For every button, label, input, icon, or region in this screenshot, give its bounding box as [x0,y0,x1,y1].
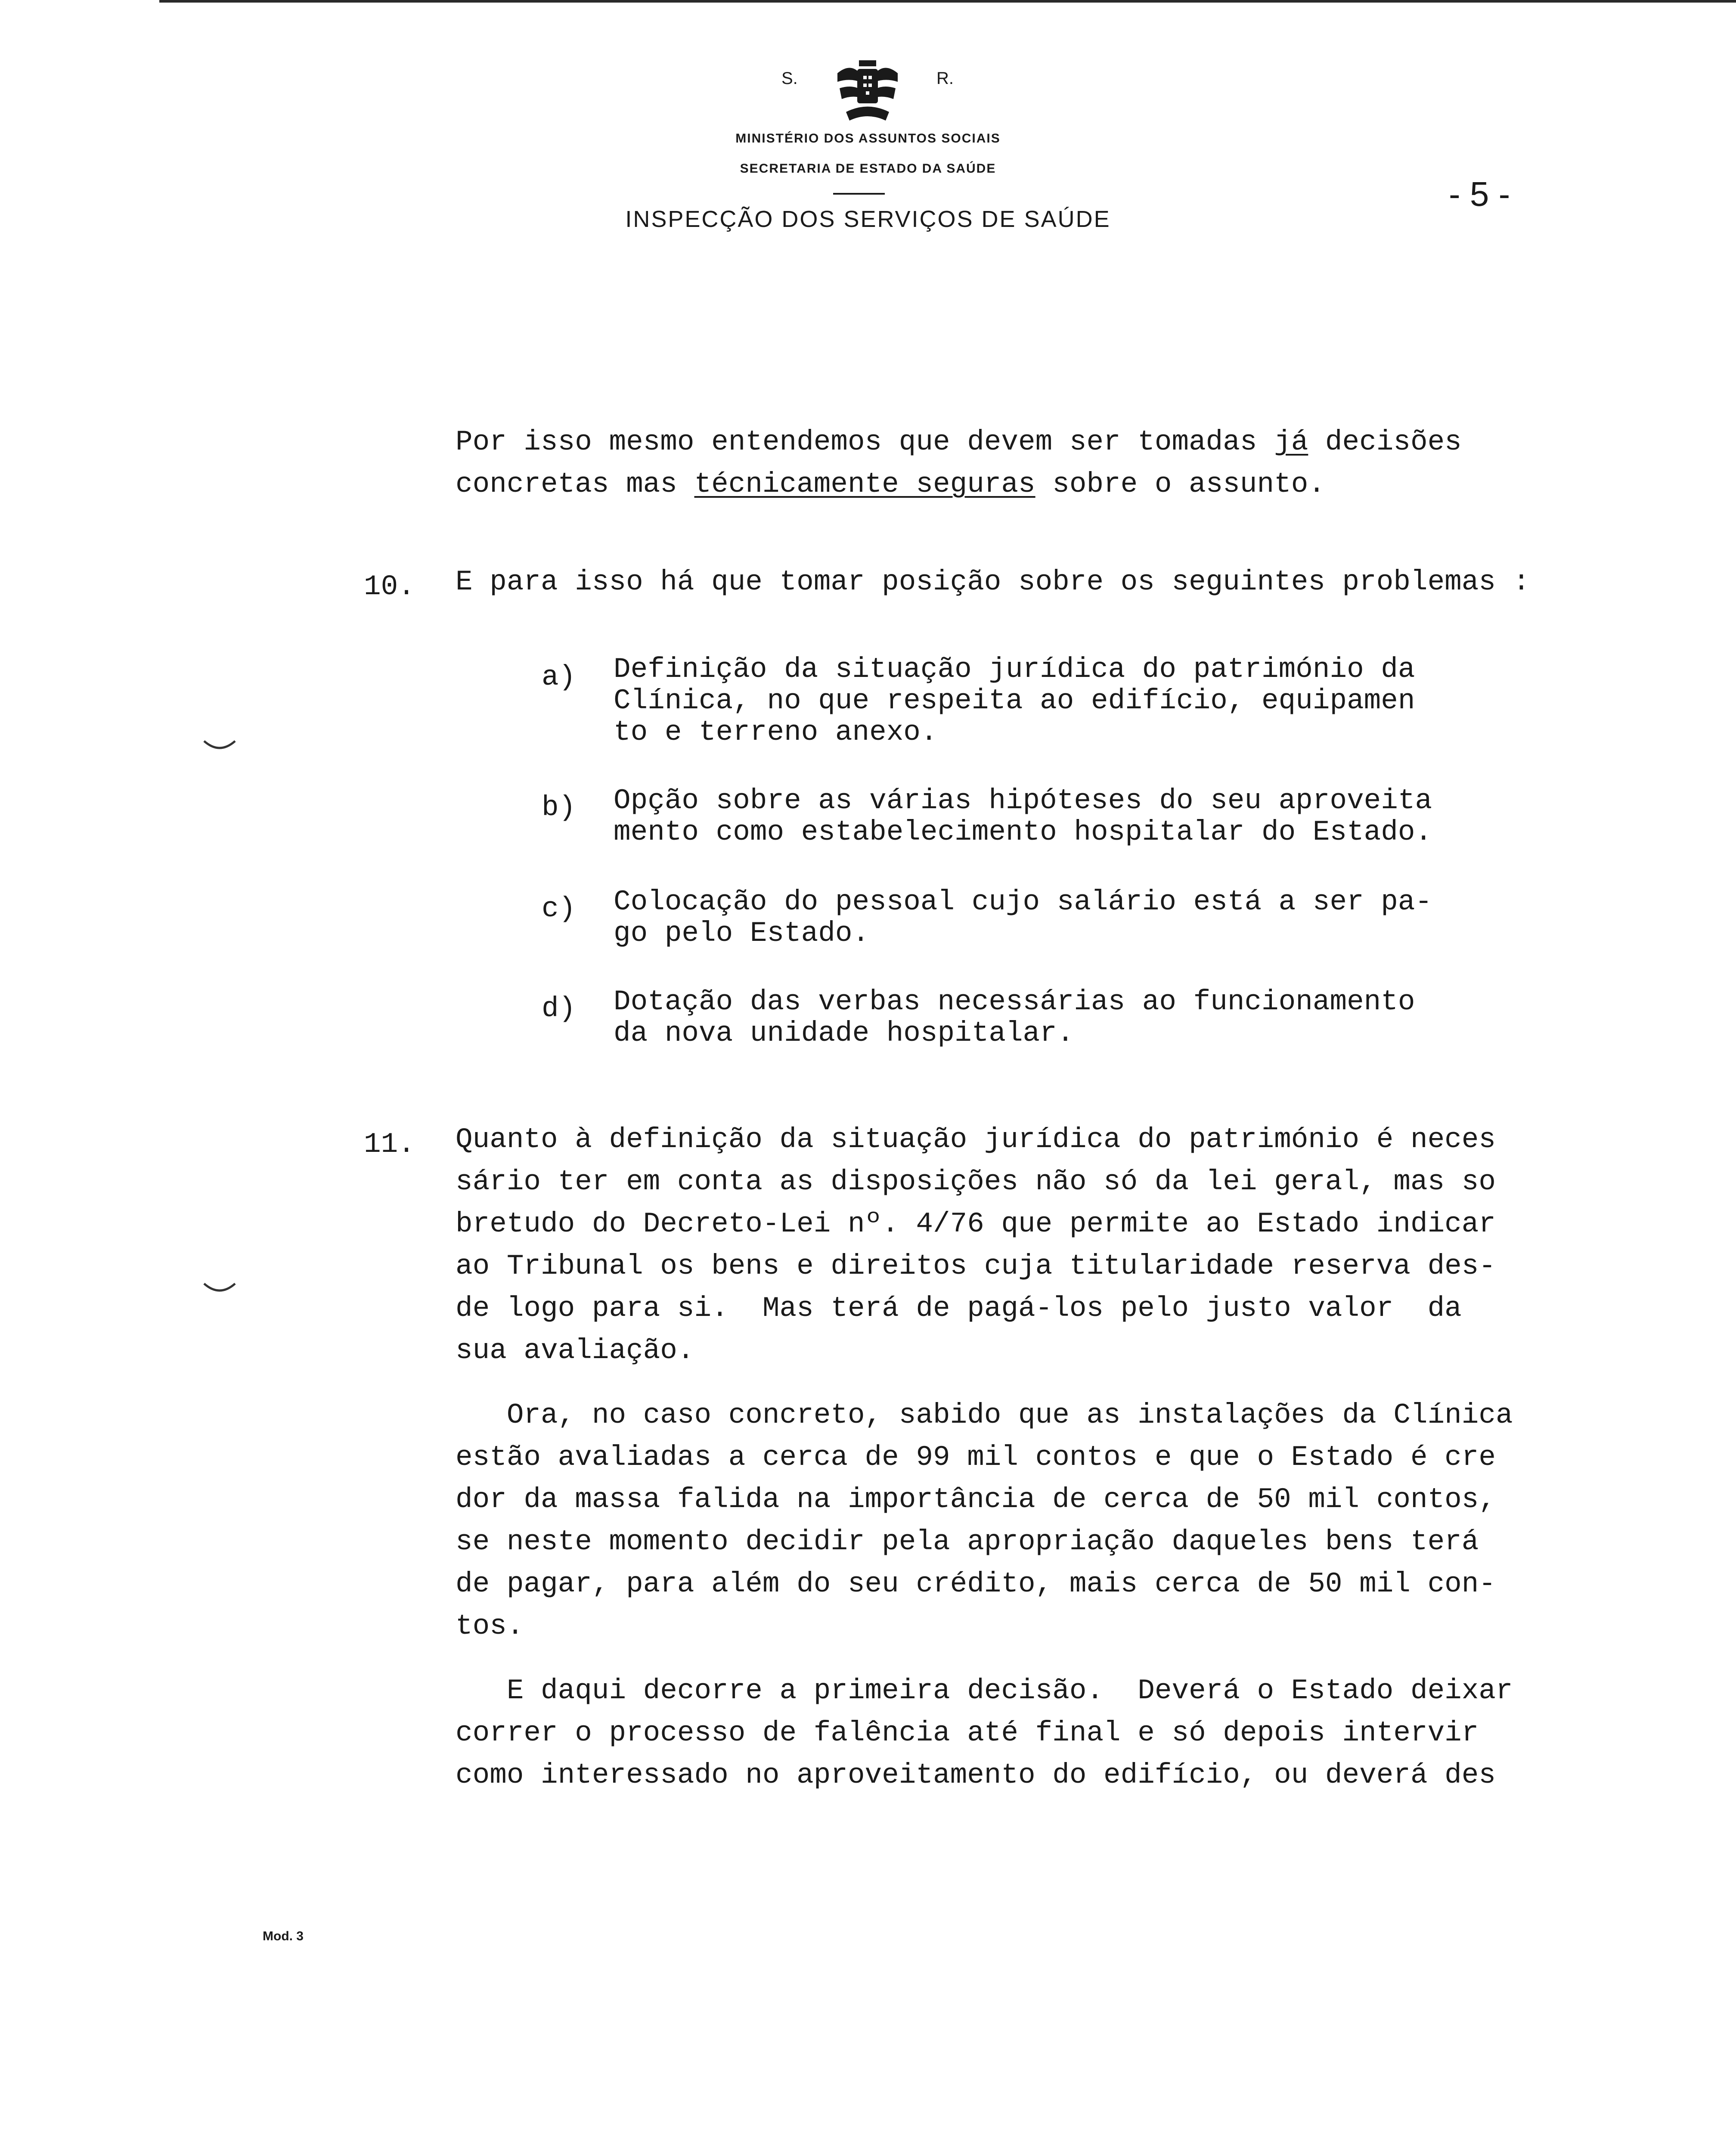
item-c-label: c) [542,893,576,925]
item-a-line-1: Definição da situação jurídica do património da [614,653,1415,686]
item-d-line-2: da nova unidade hospitalar. [614,1017,1074,1049]
paragraph-3-line-2: correr o processo de falência até final e só depois intervir [456,1717,1479,1749]
item-b-label: b) [542,791,576,824]
section-11-number: 11. [364,1128,415,1160]
secretaria-name: SECRETARIA DE ESTADO DA SAÚDE [740,161,996,176]
crest-left-letter: S. [781,69,798,88]
paragraph-3-line-3: como interessado no aproveitamento do edifício, ou deverá des [456,1759,1496,1791]
paragraph-2-line-6: tos. [456,1610,524,1642]
paragraph-2-line-3: dor da massa falida na importância de cerca de 50 mil contos, [456,1483,1496,1516]
header-divider [833,193,885,195]
item-b-line-1: Opção sobre as várias hipóteses do seu aproveita [614,785,1432,817]
department-title: INSPECÇÃO DOS SERVIÇOS DE SAÚDE [625,206,1111,232]
paragraph-2-line-2: estão avaliadas a cerca de 99 mil contos e que o Estado é cre [456,1441,1496,1474]
intro-line-1: Por isso mesmo entendemos que devem ser tomadas já decisões [456,426,1462,458]
section-11-line-4: ao Tribunal os bens e direitos cuja titularidade reserva des- [456,1250,1496,1282]
item-d-label: d) [542,993,576,1025]
item-c-line-2: go pelo Estado. [614,917,870,949]
section-11-line-6: sua avaliação. [456,1334,694,1367]
form-code: Mod. 3 [263,1929,304,1943]
coat-of-arms-icon [829,56,906,129]
letterhead-crest-row [0,56,1736,129]
paragraph-3-line-1: E daqui decorre a primeira decisão. Deverá o Estado deixar [456,1675,1513,1707]
punch-hole-mark [202,738,237,756]
item-a-label: a) [542,661,576,693]
item-c-line-1: Colocação do pessoal cujo salário está a ser pa- [614,886,1432,918]
section-10-number: 10. [364,571,415,603]
section-11-line-1: Quanto à definição da situação jurídica do património é neces [456,1123,1496,1156]
item-a-line-2: Clínica, no que respeita ao edifício, equipamen [614,685,1415,717]
paragraph-2-line-4: se neste momento decidir pela apropriação daqueles bens terá [456,1526,1479,1558]
section-11-line-3: bretudo do Decreto-Lei nº. 4/76 que permite ao Estado indicar [456,1208,1496,1240]
item-a-line-3: to e terreno anexo. [614,716,938,748]
intro-line-2: concretas mas técnicamente seguras sobre o assunto. [456,468,1325,500]
item-b-line-2: mento como estabelecimento hospitalar do Estado. [614,816,1432,848]
section-11-line-5: de logo para si. Mas terá de pagá-los pelo justo valor da [456,1292,1462,1325]
paragraph-2-line-5: de pagar, para além do seu crédito, mais cerca de 50 mil con- [456,1568,1496,1600]
section-11-line-2: sário ter em conta as disposições não só da lei geral, mas so [456,1166,1496,1198]
ministry-name: MINISTÉRIO DOS ASSUNTOS SOCIAIS [735,131,1001,146]
crest-right-letter: R. [936,69,954,88]
paragraph-2-line-1: Ora, no caso concreto, sabido que as instalações da Clínica [456,1399,1513,1431]
section-10-heading: E para isso há que tomar posição sobre os seguintes problemas : [456,566,1530,598]
page-number: - 5 - [1449,175,1510,213]
item-d-line-1: Dotação das verbas necessárias ao funcionamento [614,986,1415,1018]
top-border-line [159,0,1736,3]
punch-hole-mark [202,1281,237,1298]
